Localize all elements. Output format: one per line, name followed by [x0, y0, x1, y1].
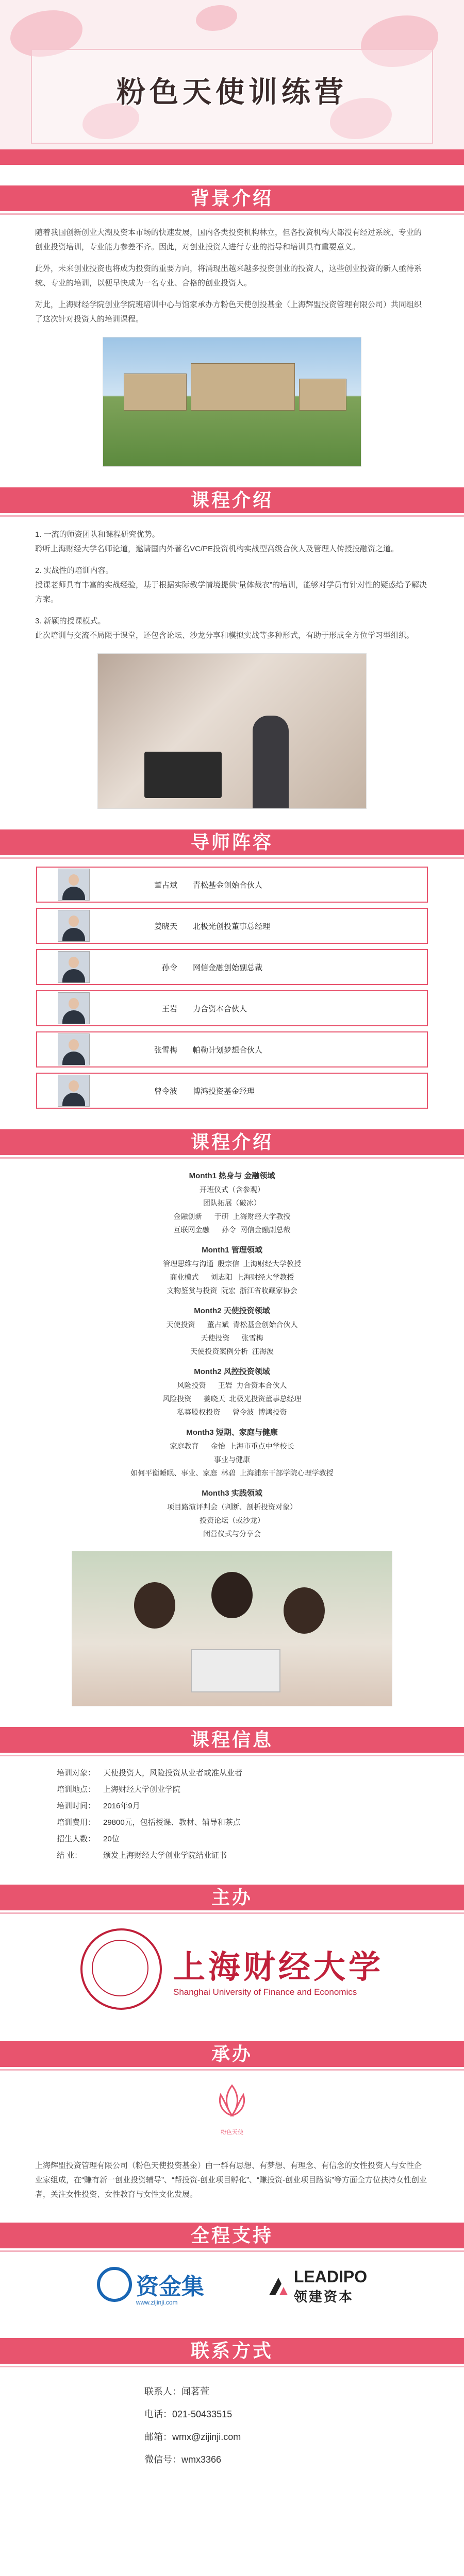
- campus-photo: [103, 337, 361, 467]
- schedule-month-header: Month3 实践领域: [202, 1489, 262, 1498]
- organizer-logo: [0, 2074, 464, 2151]
- building-shape: [124, 374, 187, 411]
- info-key: 培训时间：: [57, 1802, 96, 1810]
- schedule-line: 天使投资 董占斌 青松基金创始合伙人: [166, 1320, 298, 1329]
- section-title: 课程信息: [190, 1729, 273, 1750]
- mentor-title: 网信金融创始副总裁: [193, 963, 263, 972]
- schedule-line: 投资论坛（或沙龙）: [200, 1516, 264, 1524]
- person-shape: [284, 1587, 325, 1634]
- avatar: [58, 910, 90, 942]
- section-title: 承办: [211, 2043, 253, 2064]
- avatar: [58, 992, 90, 1024]
- leadipo-name-cn: 领建资本: [293, 2289, 354, 2304]
- section-title: 导师阵容: [190, 832, 273, 853]
- schedule-line: 风险投资 姜晓天 北极光投资董事总经理: [162, 1395, 302, 1403]
- course-intro-point-2: 2. 实战性的培训内容。 授课老师具有丰富的实战经验，基于根据实际教学情境提供“量体裁衣”的培训，能够对学员有针对性的疑惑给予解决方案。: [35, 566, 427, 604]
- course-intro-point-1: 1. 一流的师资团队和课程研究优势。 聆听上海财经大学名师论道，邀请国内外著名VC/PE投资机构实战型高级合伙人及管理人传授投融资之道。: [35, 530, 399, 553]
- section-title: 课程介绍: [190, 1131, 273, 1153]
- info-row: [57, 1765, 407, 1782]
- info-value: 天使投资人，风险投资从业者或准从业者: [103, 1769, 243, 1777]
- schedule-line: 项目路演评判会（判断、剖析投资对象）: [167, 1503, 297, 1511]
- info-row: [57, 1815, 407, 1831]
- zijinji-mark-icon: [97, 2267, 132, 2302]
- schedule-month-header: Month1 热身与 金融领域: [189, 1172, 275, 1180]
- contact-row: [144, 2403, 382, 2426]
- host-name-cn: 上海财经大学: [173, 1947, 384, 1986]
- person-shape: [211, 1572, 253, 1618]
- contact-email[interactable]: wmx@zijinji.com: [172, 2432, 241, 2442]
- contact-key: 联系人：: [144, 2386, 181, 2397]
- course-info: [57, 1765, 407, 1864]
- schedule-month-header: Month1 管理领域: [202, 1246, 262, 1255]
- avatar: [58, 869, 90, 901]
- background-paragraph-1: 随着我国创新创业大潮及资本市场的快速发展，国内各类投资机构林立，但各投资机构大都没有经过系统、专业的创业投资培训，专业能力参差不齐。因此，对创业投资人进行专业的指导和培训具有重要意义。: [35, 228, 422, 251]
- section-header-host: [0, 1876, 464, 1918]
- info-value: 20位: [103, 1835, 120, 1843]
- info-key: 结 业：: [57, 1851, 82, 1860]
- info-row: [57, 1782, 407, 1798]
- mentor-row: [36, 908, 428, 944]
- mentor-name: 姜晓天: [154, 922, 177, 931]
- mentor-title: 博鸿投资基金经理: [193, 1087, 255, 1096]
- section-header-organizer: [0, 2033, 464, 2074]
- mentor-name: 孙令: [161, 963, 177, 972]
- section-divider: [0, 515, 464, 517]
- petal-decoration: [196, 5, 237, 31]
- university-seal-icon: [80, 1928, 162, 2010]
- person-shape: [134, 1582, 175, 1629]
- contact-row: [144, 2426, 382, 2448]
- info-key: 培训对象：: [57, 1769, 96, 1777]
- hero-band: [0, 149, 464, 165]
- organizer-description: 上海辉盟投资管理有限公司（粉色天使投资基金）由一群有思想、有梦想、有理念、有信念的女性投资人与女性企业家组成，在“赚有新一创业投资辅导”、“帮投资-创业项目孵化”、“赚投资-创业项目路演”等方面全方位扶持女性创业者，关注女性投资、女性教育与女性文化发展。: [35, 2161, 427, 2199]
- building-shape: [299, 379, 346, 411]
- info-row: [57, 1831, 407, 1848]
- section-header-contact: [0, 2330, 464, 2371]
- section-header-mentors: [0, 821, 464, 862]
- schedule-line: 天使投资案例分析 汪海波: [190, 1347, 274, 1355]
- mentor-title: 青松基金创始合伙人: [193, 880, 263, 890]
- schedule-line: 团队拓展（破冰）: [203, 1199, 261, 1207]
- section-header-info: [0, 1719, 464, 1760]
- students-photo: [72, 1551, 392, 1706]
- contact-wechat: wmx3366: [181, 2454, 222, 2465]
- section-divider: [0, 2069, 464, 2071]
- contact-phone[interactable]: 021-50433515: [172, 2409, 233, 2419]
- schedule-line: 风险投资 王岩 力合资本合伙人: [177, 1381, 287, 1389]
- contact-person: 闻茗萱: [181, 2386, 209, 2397]
- building-shape: [191, 363, 295, 411]
- info-key: 培训地点：: [57, 1785, 96, 1794]
- mentor-row: [36, 949, 428, 985]
- zijinji-logo: [97, 2267, 204, 2306]
- support-logos: [0, 2256, 464, 2317]
- contact-row: [144, 2448, 382, 2471]
- lotus-icon: [210, 2079, 254, 2123]
- section-header-course-intro: [0, 479, 464, 520]
- schedule-line: 天使投资 张雪梅: [201, 1334, 263, 1342]
- zijinji-name: 资金集: [136, 2274, 204, 2299]
- schedule-line: 金融创新 于研 上海财经大学教授: [173, 1212, 291, 1221]
- schedule-line: 私募股权投资 曾令波 博鸿投资: [177, 1408, 287, 1416]
- info-key: 招生人数：: [57, 1835, 96, 1843]
- schedule-month-header: Month2 风控投资领域: [194, 1367, 270, 1376]
- host-name-en: Shanghai University of Finance and Economics: [173, 1987, 357, 1997]
- background-paragraph-3: 对此，上海财经学院创业学院班培训中心与馆家承办方粉色天使创投基金（上海辉盟投资管理有限公司）共同组织了这次针对投资人的培训课程。: [35, 300, 422, 324]
- avatar: [58, 1033, 90, 1065]
- mentor-list: [36, 867, 428, 1109]
- contact-key: 微信号：: [144, 2454, 181, 2465]
- section-divider: [0, 2250, 464, 2252]
- leadipo-logo: [266, 2267, 367, 2306]
- info-value: 2016年9月: [103, 1802, 140, 1810]
- info-value: 上海财经大学创业学院: [103, 1785, 181, 1794]
- leadipo-mark-icon: [266, 2275, 290, 2298]
- mentor-title: 帕勒计划梦想合伙人: [193, 1045, 263, 1055]
- section-title: 背景介绍: [190, 188, 273, 209]
- info-row: [57, 1798, 407, 1815]
- section-header-schedule: [0, 1121, 464, 1162]
- section-divider: [0, 1755, 464, 1756]
- page-title: 粉色天使训练营: [117, 76, 347, 109]
- schedule-line: 家庭教育 金怡 上海市重点中学校长: [170, 1442, 294, 1450]
- section-divider: [0, 1157, 464, 1159]
- info-key: 培训费用：: [57, 1818, 96, 1827]
- section-divider: [0, 857, 464, 859]
- section-header-support: [0, 2214, 464, 2256]
- section-title: 课程介绍: [190, 489, 273, 511]
- info-value: 颁发上海财经大学创业学院结业证书: [103, 1851, 227, 1860]
- mentor-title: 力合资本合伙人: [193, 1004, 247, 1013]
- mentor-title: 北极光创投董事总经理: [193, 922, 271, 931]
- mentor-row: [36, 867, 428, 903]
- info-row: [57, 1848, 407, 1864]
- course-intro-point-3: 3. 新颖的授课模式。 此次培训与交流不局限于课堂，还包含论坛、沙龙分享和模拟实战等多种形式，有助于形成全方位学习型组织。: [35, 617, 415, 640]
- schedule-line: 文物鉴赏与投资 阮宏 浙江省收藏家协会: [167, 1286, 297, 1295]
- contact-key: 邮箱：: [144, 2432, 172, 2442]
- background-paragraph-2: 此外，未来创业投资也将成为投资的重要方向，将涌现出越来越多投资创业的投资人，这些创业投资的新人亟待系统、专业的培训，以便早快成为一名专业、合格的创业投资人。: [35, 264, 422, 287]
- section-divider: [0, 1912, 464, 1914]
- host-logo: [0, 1918, 464, 2021]
- contact-key: 电话：: [144, 2409, 172, 2419]
- laptop-shape: [144, 752, 222, 798]
- person-shape: [253, 716, 289, 808]
- info-value: 29800元，包括授课、教材、辅导和茶点: [103, 1818, 241, 1827]
- contact-row: [144, 2380, 382, 2403]
- section-header-background: [0, 177, 464, 218]
- avatar: [58, 1075, 90, 1107]
- mentor-name: 张雪梅: [154, 1045, 177, 1055]
- schedule-line: 互联网金融 孙令 网信金融副总裁: [173, 1226, 291, 1234]
- lecture-photo: [97, 653, 367, 809]
- section-title: 全程支持: [190, 2225, 273, 2246]
- contact-list: [82, 2380, 382, 2471]
- mentor-row: [36, 1031, 428, 1067]
- schedule-line: 开班仪式（含参观）: [200, 1185, 264, 1194]
- section-title: 主办: [211, 1887, 253, 1908]
- section-divider: [0, 213, 464, 215]
- zijinji-url: www.zijinji.com: [136, 2299, 178, 2306]
- schedule-line: 商业模式 刘志阳 上海财经大学教授: [170, 1273, 294, 1281]
- schedule-line: 事业与健康: [214, 1455, 250, 1464]
- schedule-line: 管理思维与沟通 殷宗信 上海财经大学教授: [163, 1260, 301, 1268]
- section-title: 联系方式: [190, 2340, 273, 2361]
- section-divider: [0, 2366, 464, 2367]
- schedule-month-header: Month3 短期、家庭与健康: [186, 1428, 278, 1437]
- schedule: [0, 1170, 464, 1540]
- avatar: [58, 951, 90, 983]
- laptop-shape: [191, 1649, 280, 1692]
- mentor-row: [36, 1073, 428, 1109]
- schedule-month-header: Month2 天使投资领域: [194, 1307, 270, 1315]
- organizer-logo-text: 粉色天使: [221, 2129, 243, 2136]
- mentor-name: 曾令波: [154, 1087, 177, 1096]
- hero-banner: [0, 0, 464, 165]
- schedule-line: 如何平衡睡眠、事业、家庭 林碧 上海浦东干部学院心理学教授: [130, 1469, 334, 1477]
- leadipo-name-en: LEADIPO: [293, 2267, 368, 2286]
- schedule-line: 闭营仪式与分享会: [203, 1530, 261, 1538]
- mentor-name: 董占斌: [154, 880, 177, 890]
- mentor-row: [36, 990, 428, 1026]
- mentor-name: 王岩: [161, 1004, 177, 1013]
